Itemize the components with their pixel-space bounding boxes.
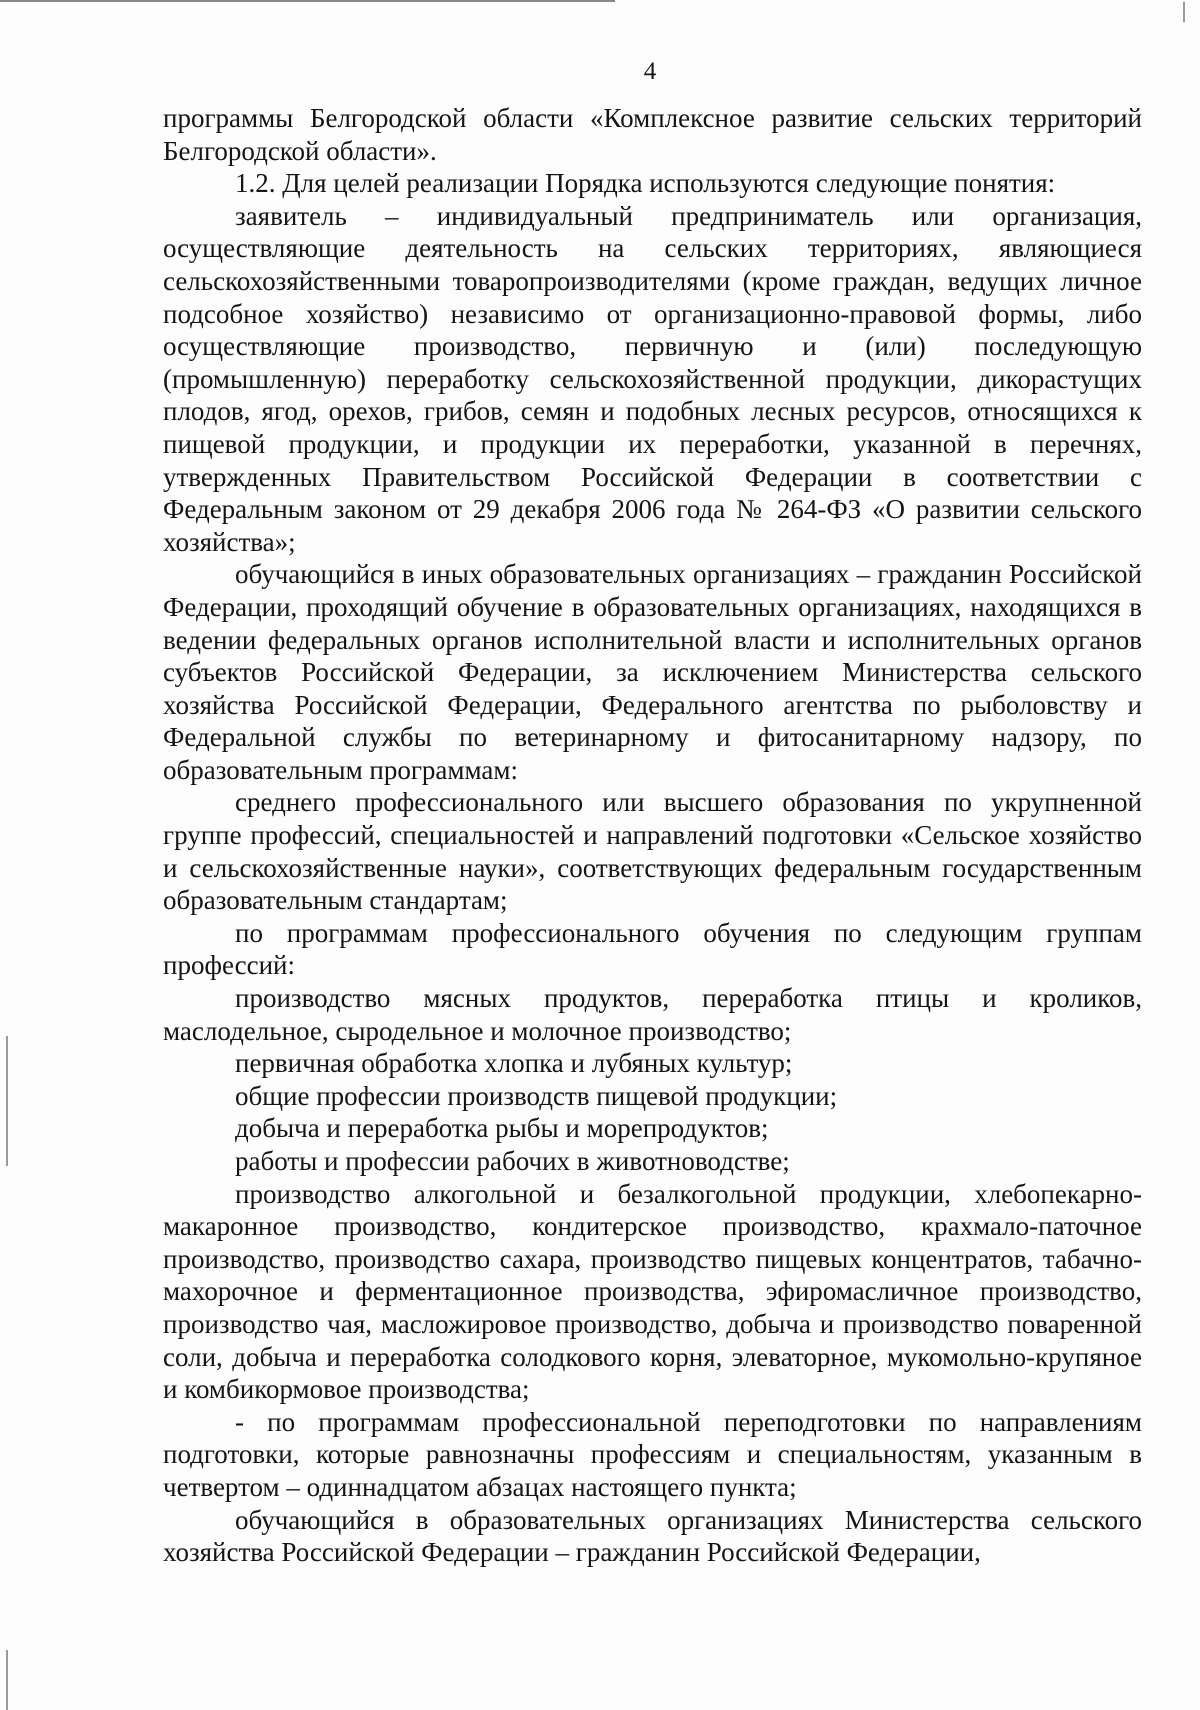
scan-edge-mark xyxy=(1183,2,1185,22)
scan-edge-mark xyxy=(6,1650,8,1710)
paragraph-retraining: - по программам профессиональной переподготовки по направлениям подготовки, которые равнозначны профессиям и специальностям, указанным в четвертом – одиннадцатом абзацах настоящего пункта; xyxy=(163,1406,1142,1502)
page-number: 4 xyxy=(643,58,657,85)
list-item-fish: добыча и переработка рыбы и морепродуктов; xyxy=(235,1113,769,1144)
scan-edge-line xyxy=(0,0,615,2)
paragraph-applicant-definition: заявитель – индивидуальный предприниматель или организация, осуществляющие деятельность на сельских территориях, являющиеся сельскохозяйственными товаропроизводителями (кроме граждан, ведущих личное подсобное хозяйство) независимо от организационно-правовой формы, либо осуществляющие производство, первичную и (или) последующую (промышленную) переработку сельскохозяйственной продукции, дикорастущих плодов, ягод, орехов, грибов, семян и подобных лесных ресурсов, относящихся к пищевой продукции, и продукции их переработки, указанной в перечнях, утвержденных Правительством Российской Федерации в соответствии с Федеральным законом от 29 декабря 2006 года № 264-ФЗ «О развитии сельского хозяйства»; xyxy=(163,200,1142,557)
scan-edge-mark xyxy=(6,1036,8,1166)
paragraph-vocational-training: по программам профессионального обучения по следующим группам профессий: xyxy=(163,917,1142,981)
document-body xyxy=(163,102,1142,1569)
list-item-food-production: общие профессии производств пищевой продукции; xyxy=(235,1080,838,1111)
list-item-meat-dairy: производство мясных продуктов, переработка птицы и кроликов, маслодельное, сыродельное и молочное производство; xyxy=(163,983,1142,1046)
paragraph-student-ministry-orgs: обучающийся в образовательных организациях Министерства сельского хозяйства Российской Федерации – гражданин Российской Федерации, xyxy=(163,1504,1142,1568)
list-item-cotton: первичная обработка хлопка и лубяных культур; xyxy=(235,1048,793,1079)
paragraph-secondary-higher-education: среднего профессионального или высшего образования по укрупненной группе профессий, специальностей и направлений подготовки «Сельское хозяйство и сельскохозяйственные науки», соответствующих федеральным государственным образовательным стандартам; xyxy=(163,787,1142,916)
list-item-alcohol-bakery: производство алкогольной и безалкогольной продукции, хлебопекарно-макаронное производство, кондитерское производство, крахмало-паточное производство, производство сахара, производство пищевых концентратов, табачно-махорочное и ферментационное производства, эфиромасличное производство, производство чая, масложировое производство, добыча и производство поваренной соли, добыча и переработка солодкового корня, элеваторное, мукомольно-крупяное и комбикормовое производства; xyxy=(163,1178,1142,1405)
paragraph-student-other-orgs: обучающийся в иных образовательных организациях – гражданин Российской Федерации, проходящий обучение в образовательных организациях, находящихся в ведении федеральных органов исполнительной власти и исполнительных органов субъектов Российской Федерации, за исключением Министерства сельского хозяйства Российской Федерации, Федерального агентства по рыболовству и Федеральной службы по ветеринарному и фитосанитарному надзору, по образовательным программам: xyxy=(163,559,1142,785)
paragraph-program-name: программы Белгородской области «Комплексное развитие сельских территорий Белгородской области». xyxy=(163,103,1142,166)
list-item-livestock: работы и профессии рабочих в животноводстве; xyxy=(235,1146,790,1176)
paragraph-section-1-2: 1.2. Для целей реализации Порядка используются следующие понятия: xyxy=(235,168,1056,199)
